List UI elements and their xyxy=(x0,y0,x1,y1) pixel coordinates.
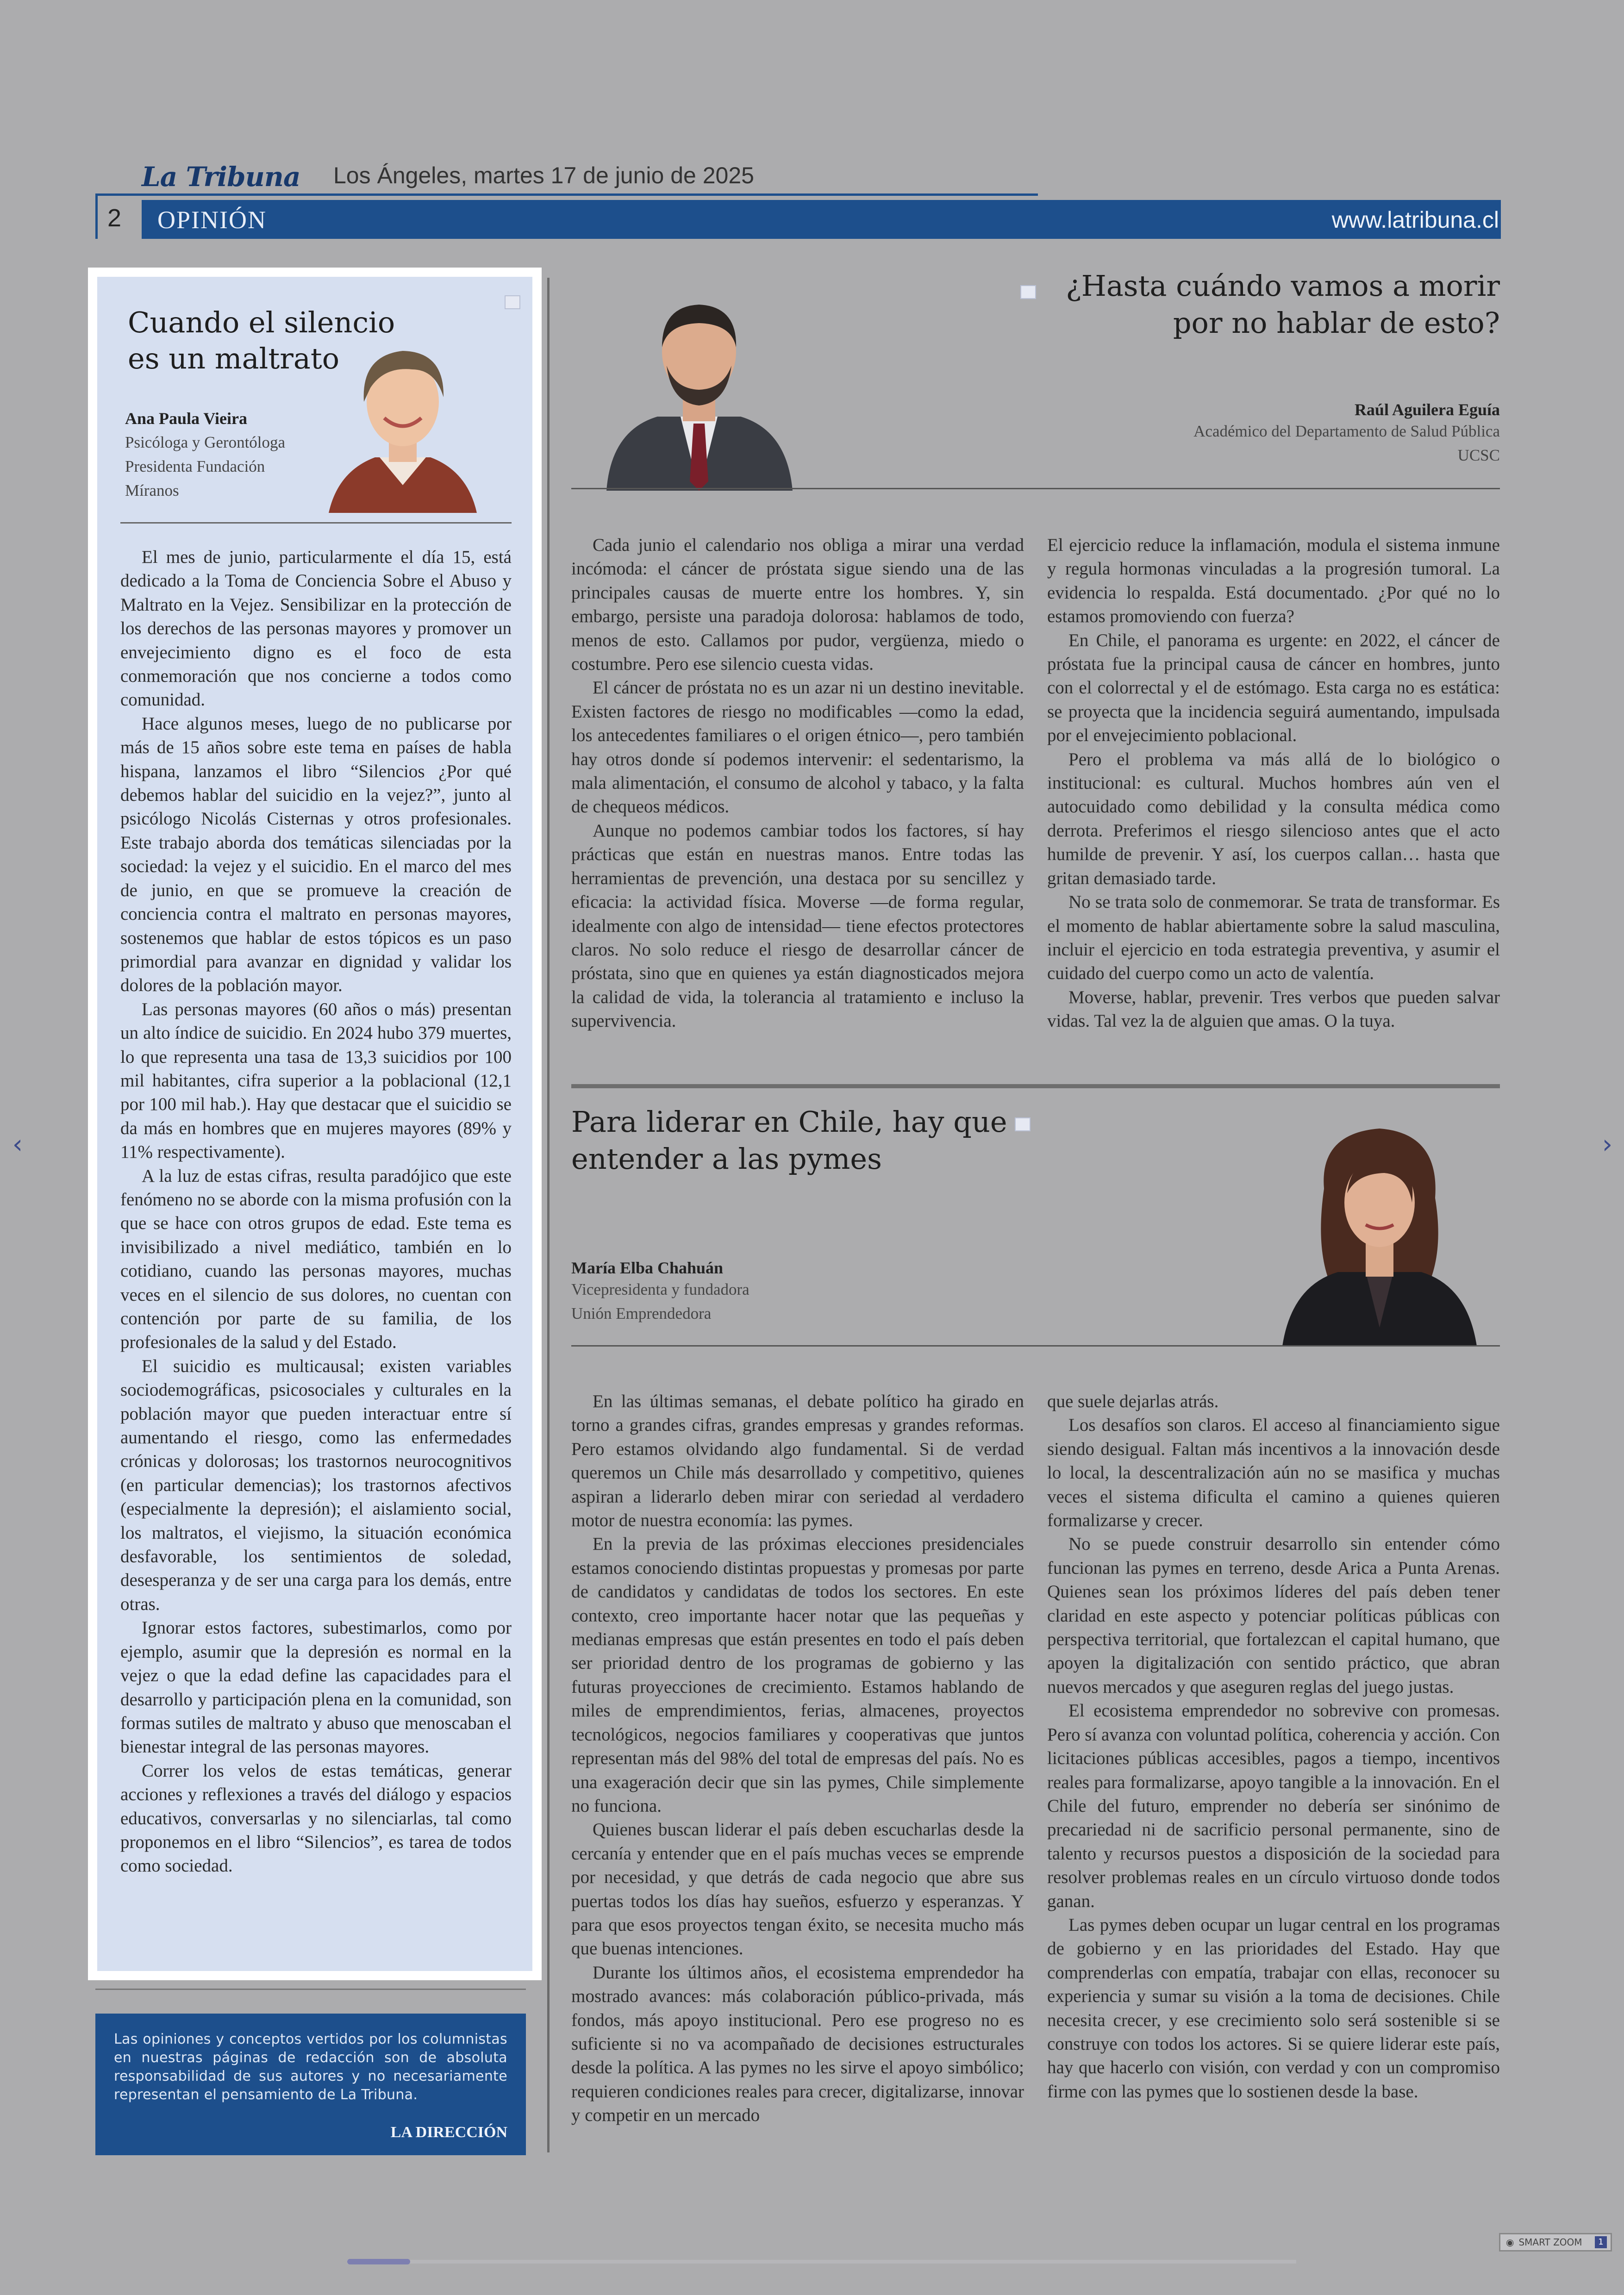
paragraph: El suicidio es multicausal; existen variables sociodemográficas, psicosociales y culturales en la población mayor que pueden interactuar entre sí aumentando el riesgo, como las enfermedades crónicas y dolorosas; los trastornos neurocognitivos (en particular demencias); los trastornos afectivos (especialmente la depresión); el aislamiento social, los maltratos, el viejismo, la situación económica desfavorable, los sentimientos de soledad, desesperanza y de ser una carga para los demás, entre otras. xyxy=(120,1356,512,1614)
left-article[interactable] xyxy=(88,268,542,1980)
paragraph: El ecosistema emprendedor no sobrevive con promesas. Pero sí avanza con voluntad política, coherencia y acción. Con licitaciones públicas accesibles, pagos a tiempo, incentivos reales para formalizarse, apoyo tangible a la innovación. En el Chile del futuro, emprender no debería ser sinónimo de precariedad ni de sacrificio personal permanente, sino de talento y recursos puestos a disposición de la sociedad para resolver problemas reales en un círculo virtuoso donde todos ganan. xyxy=(1047,1701,1500,1911)
note-icon[interactable] xyxy=(505,295,520,309)
paragraph: Ignorar estos factores, subestimarlos, como por ejemplo, asumir que la depresión es normal en la vejez o que la edad define las capacidades para el desarrollo y participación plena en la comunidad, son formas sutiles de maltrato y abuso que menoscaban el bienestar integral de las personas mayores. xyxy=(120,1618,512,1757)
paragraph: Moverse, hablar, prevenir. Tres verbos que pueden salvar vidas. Tal vez la de alguien que amas. O la tuya. xyxy=(1047,987,1500,1031)
bottom-article-col-2 xyxy=(1047,1390,1500,2103)
next-page-chevron-icon[interactable]: › xyxy=(1602,1129,1613,1160)
bottom-byline xyxy=(571,1258,750,1326)
left-byline-rule xyxy=(120,522,512,524)
paragraph: No se puede construir desarrollo sin entender cómo funcionan las pymes en terreno, desde Arica a Punta Arenas. Quienes sean los próximos líderes del país deben tener claridad en este aspecto y potenciar políticas públicas con perspectiva territorial, que fortalezcan el capital humano, que apoyen la digitalización con sentido práctico, que abran nuevos mercados y que aseguren reglas del juego justas. xyxy=(1047,1534,1500,1697)
author-photo xyxy=(319,318,486,513)
bottom-article-col-1 xyxy=(571,1390,1024,2127)
page-scrollbar[interactable] xyxy=(347,2260,1296,2264)
top-byline-rule xyxy=(571,488,1500,489)
paragraph: Durante los últimos años, el ecosistema emprendedor ha mostrado avances: más colaboración público-privada, más fondos, más apoyo institucional. Pero ese progreso no es suficiente si no va acompañado de decisiones estructurales desde la política. A las pymes no les sirve el apoyo simbólico; requieren condiciones reales para crecer, digitalizarse, innovar y competir en un mercado xyxy=(571,1962,1024,2126)
editorial-disclaimer xyxy=(95,2014,526,2155)
smart-zoom-badge: 1 xyxy=(1595,2236,1607,2248)
edition-date: Los Ángeles, martes 17 de junio de 2025 xyxy=(333,162,754,188)
paragraph: En Chile, el panorama es urgente: en 2022, el cáncer de próstata fue la principal causa de cáncer en hombres, junto con el colorrectal y el de estómago. Esta carga no es estática: se proyecta que la incidencia seguirá aumentando, impulsada por el envejecimiento poblacional. xyxy=(1047,630,1500,746)
disclaimer-rule xyxy=(95,1989,526,1990)
column-separator xyxy=(547,278,550,2152)
bottom-author-name: María Elba Chahuán xyxy=(571,1259,724,1277)
top-title-line-2: por no hablar de esto? xyxy=(1173,306,1500,340)
author-photo xyxy=(602,278,796,491)
paragraph: En las últimas semanas, el debate político ha girado en torno a grandes cifras, grandes empresas y grandes reformas. Pero estamos olvidando algo fundamental. Si de verdad queremos un Chile más desarrollado y competitivo, quienes aspiran a liderarlo deben mirar con seriedad al verdadero motor de nuestra economía: las pymes. xyxy=(571,1391,1024,1531)
paragraph: El mes de junio, particularmente el día 15, está dedicado a la Toma de Conciencia Sobre el Abuso y Maltrato en la Vejez. Sensibilizar en la protección de los derechos de las personas mayores y promover un envejecimiento digno es el foco de esta conmemoración que nos concierne a todos como comunidad. xyxy=(120,547,512,710)
top-author-role-1: Académico del Departamento de Salud Pública xyxy=(1193,422,1500,440)
left-article-title: Cuando el silencio es un maltrato xyxy=(128,306,395,375)
left-byline xyxy=(125,406,338,503)
author-photo xyxy=(1278,1115,1481,1346)
left-author-role-1: Psicóloga y Gerontóloga xyxy=(125,433,286,451)
paragraph: Los desafíos son claros. El acceso al financiamiento sigue siendo desigual. Faltan más incentivos a la innovación desde lo local, la descentralización aún no se masifica y muchas veces el sistema dificulta el camino a quienes quieren formalizarse y crecer. xyxy=(1047,1415,1500,1531)
note-icon[interactable] xyxy=(1020,285,1036,299)
left-author-role-2: Presidenta Fundación xyxy=(125,457,265,475)
paragraph: No se trata solo de conmemorar. Se trata de transformar. Es el momento de hablar abiertamente sobre la salud masculina, incluir el ejercicio en toda estrategia preventiva, y asumir el cuidado del cuerpo como un acto de valentía. xyxy=(1047,892,1500,984)
top-article-title xyxy=(1066,268,1500,342)
top-article-col-1 xyxy=(571,533,1024,1033)
note-icon[interactable] xyxy=(1015,1117,1031,1131)
top-author-name: Raúl Aguilera Eguía xyxy=(1354,400,1500,419)
previous-page-chevron-icon[interactable]: ‹ xyxy=(12,1129,23,1160)
section-name: OPINIÓN xyxy=(157,206,267,234)
left-article-panel xyxy=(97,277,532,1971)
paragraph: El ejercicio reduce la inflamación, modula el sistema inmune y regula hormonas vinculadas a la progresión tumoral. La evidencia lo respalda. Está documentado. ¿Por qué no lo estamos promoviendo con fuerza? xyxy=(1047,535,1500,627)
smart-zoom-label: SMART ZOOM xyxy=(1518,2237,1582,2248)
top-title-line-1: ¿Hasta cuándo vamos a morir xyxy=(1066,269,1500,303)
page-number: 2 xyxy=(107,204,122,232)
left-author-name: Ana Paula Vieira xyxy=(125,409,248,428)
left-author-role-3: Míranos xyxy=(125,481,179,499)
paragraph: El cáncer de próstata no es un azar ni un destino inevitable. Existen factores de riesgo no modificables —como la edad, los antecedentes familiares o el origen étnico—, pero también hay otros donde sí podemos intervenir: el sedentarismo, la mala alimentación, el consumo de alcohol y tabaco, y la falta de chequeos médicos. xyxy=(571,678,1024,817)
article-separator xyxy=(571,1084,1500,1088)
bottom-byline-rule xyxy=(571,1345,1500,1347)
section-band xyxy=(142,200,1501,239)
smart-zoom-button[interactable] xyxy=(1499,2233,1612,2251)
disclaimer-signature: LA DIRECCIÓN xyxy=(390,2124,507,2141)
left-article-body xyxy=(120,545,512,1878)
newspaper-logo: La Tribuna xyxy=(142,161,300,193)
disclaimer-text: Las opiniones y conceptos vertidos por los columnistas en nuestras páginas de redacción son de absoluta responsabilidad de sus autores y no necesariamente representan el pensamiento de La Tribuna. xyxy=(114,2031,507,2103)
paragraph: que suele dejarlas atrás. xyxy=(1047,1391,1219,1411)
bottom-title-line-1: Para liderar en Chile, hay que xyxy=(571,1105,1007,1139)
bottom-article-title xyxy=(571,1104,1007,1178)
site-url: www.latribuna.cl xyxy=(1331,207,1499,233)
top-article-col-2 xyxy=(1047,533,1500,1033)
bottom-author-role-1: Vicepresidenta y fundadora xyxy=(571,1280,750,1298)
bottom-title-line-2: entender a las pymes xyxy=(571,1142,882,1176)
paragraph: En la previa de las próximas elecciones presidenciales estamos conociendo distintas propuestas y promesas por parte de candidatos y candidatas de todos los sectores. En este contexto, creo importante hacer notar que las pequeñas y medianas empresas que están presentes en todo el país deben ser prioridad dentro de los programas de gobierno y las futuras proyecciones de crecimiento. Estamos hablando de miles de emprendimientos, ferias, almacenes, proyectos tecnológicos, negocios familiares y cooperativas que juntos representan más del 98% del total de empresas del país. No es una exageración decir que sin las pymes, Chile simplemente no funciona. xyxy=(571,1534,1024,1816)
paragraph: Las personas mayores (60 años o más) presentan un alto índice de suicidio. En 2024 hubo 379 muertes, lo que representa una tasa de 13,3 suicidios por 100 mil habitantes, cifra superior a la poblacional (12,1 por 100 mil hab.). Hay que destacar que el suicidio se da más en hombres que en mujeres mayores (89% y 11% respectivamente). xyxy=(120,999,512,1162)
paragraph: Quienes buscan liderar el país deben escucharlas desde la cercanía y entender que en el país muchas veces se emprende por necesidad, y que detrás de cada negocio que abre sus puertas todos los días hay sueños, esfuerzo y esperanzas. Y para que esos proyectos tengan éxito, se necesita mucho más que buenas intenciones. xyxy=(571,1820,1024,1959)
top-byline xyxy=(1193,400,1500,468)
paragraph: Pero el problema va más allá de lo biológico o institucional: es cultural. Muchos hombres aún ven el autocuidado como debilidad y la consulta médica como derrota. Preferimos el riesgo silencioso antes que el acto humilde de prevenir. Y así, los cuerpos callan… hasta que gritan demasiado tarde. xyxy=(1047,749,1500,888)
paragraph: Las pymes deben ocupar un lugar central en los programas de gobierno y en las prioridades del Estado. Hay que comprenderlas con empatía, trabajar con ellas, reconocer su experiencia y sumar su visión a la toma de decisiones. Chile necesita crecer, y ese crecimiento solo será sostenible si se construye con todos los actores. Si se quiere liderar este país, hay que hacerlo con visión, con verdad y con un compromiso firme con las pymes que lo sostienen desde la base. xyxy=(1047,1915,1500,2102)
scrollbar-thumb[interactable] xyxy=(347,2259,410,2264)
paragraph: Correr los velos de estas temáticas, generar acciones y reflexiones a través del diálogo y espacios educativos, conversarlas y no silenciarlas, tal como proponemos en el libro “Silencios”, es tarea de todos como sociedad. xyxy=(120,1760,512,1876)
paragraph: A la luz de estas cifras, resulta paradójico que este fenómeno no se aborde con la misma profusión con la que se hace con otros grupos de edad. Este tema es invisibilizado a nivel mediático, también en lo cotidiano, cuando las personas mayores, muchas veces en el silencio de sus dolores, no cuentan con contención por parte de su familia, de los profesionales de la salud y del Estado. xyxy=(120,1166,512,1353)
top-author-role-2: UCSC xyxy=(1457,446,1500,464)
eye-icon: ◉ xyxy=(1506,2237,1514,2248)
paragraph: Hace algunos meses, luego de no publicarse por más de 15 años sobre este tema en países de habla hispana, lanzamos el libro “Silencios ¿Por qué debemos hablar del suicidio en la vejez?”, junto al psicólogo Nicolás Cisternas y otros profesionales. Este trabajo aborda dos temáticas silenciadas por la sociedad: la vejez y el suicidio. En el marco del mes de junio, en que se promueve la creación de conciencia contra el maltrato en personas mayores, sostenemos que hablar de estos tópicos es un paso primordial para avanzar en dignidad y validar los dolores de la población mayor. xyxy=(120,713,512,996)
bottom-author-role-2: Unión Emprendedora xyxy=(571,1304,712,1322)
paragraph: Cada junio el calendario nos obliga a mirar una verdad incómoda: el cáncer de próstata sigue siendo una de las principales causas de muerte entre los hombres. Y, sin embargo, persiste una paradoja dolorosa: hablamos de todo, menos de esto. Callamos por pudor, vergüenza, miedo o costumbre. Pero ese silencio cuesta vidas. xyxy=(571,535,1024,674)
paragraph: Aunque no podemos cambiar todos los factores, sí hay prácticas que están en nuestras manos. Entre todas las herramientas de prevención, una destaca por su sencillez y eficacia: la actividad física. Moverse —de forma regular, idealmente con algo de intensidad— tiene efectos protectores claros. No solo reduce el riesgo de desarrollar cáncer de próstata, sino que en quienes ya están diagnosticados mejora la calidad de vida, la tolerancia al tratamiento e incluso la supervivencia. xyxy=(571,820,1024,1031)
